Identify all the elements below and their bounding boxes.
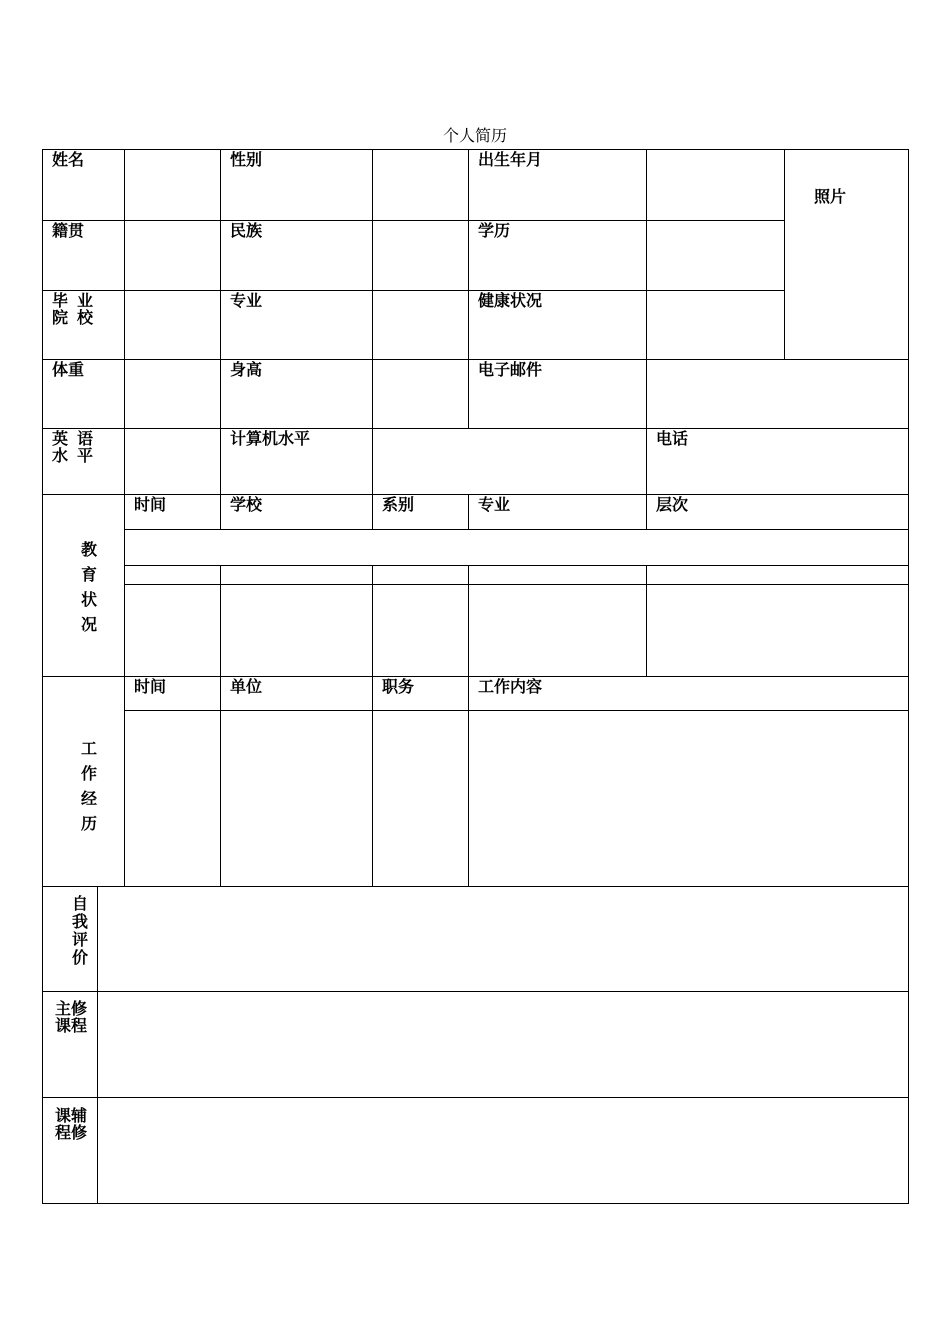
col-line-photo [784,149,785,360]
work-v2 [372,676,373,887]
border-bottom [42,1203,909,1204]
label-weight: 体重 [52,360,85,379]
row-line-5 [42,494,909,495]
col-line-b [220,149,221,495]
label-major: 专业 [230,291,263,310]
work-col-content: 工作内容 [478,677,543,696]
work-v3 [468,676,469,887]
row-line-1 [42,220,785,221]
edu-col-major: 专业 [478,495,511,514]
label-minor-courses: 课辅程修 [55,1106,88,1142]
work-line-bottom [42,886,909,887]
work-line-1 [124,710,909,711]
edu-v2a [372,494,373,530]
edu-line-1 [124,529,909,530]
work-v0 [124,676,125,887]
edu-col-department: 系别 [382,495,415,514]
main-line-bottom [42,1097,909,1098]
edu-col-time: 时间 [134,495,167,514]
edu-v4a [646,494,647,530]
section-education-label: 教育状况 [80,540,97,634]
label-native-place: 籍贯 [52,221,85,240]
edu-v0 [124,494,125,677]
label-computer-level: 计算机水平 [230,429,311,448]
col-line-a [124,149,125,495]
edu-line-2 [124,565,909,566]
label-height: 身高 [230,360,263,379]
work-col-employer: 单位 [230,677,263,696]
edu-v3a [468,494,469,530]
row-line-2 [42,290,785,291]
work-col-position: 职务 [382,677,415,696]
work-col-time: 时间 [134,677,167,696]
col-line-c [372,149,373,495]
col-line-e [646,149,647,495]
label-gender: 性别 [230,150,263,169]
row-line-4 [42,428,909,429]
section-work-label: 工作经历 [80,739,97,833]
label-phone: 电话 [656,429,689,448]
edu-v4b [646,565,647,677]
eval-line-bottom [42,991,909,992]
col-line-d [468,149,469,429]
row-line-3 [42,359,909,360]
edu-v2b [372,565,373,677]
edu-line-3 [124,584,909,585]
edu-v1b [220,565,221,677]
edu-v1a [220,494,221,530]
label-self-evaluation: 自我评价 [71,894,88,967]
label-ethnicity: 民族 [230,221,263,240]
page-title: 个人简历 [442,126,507,145]
bottom-label-divider [97,886,98,1204]
label-school-graduated: 毕业院校 [52,291,103,327]
label-education-level: 学历 [478,221,511,240]
edu-col-level: 层次 [656,495,689,514]
edu-line-bottom [42,676,909,677]
label-email: 电子邮件 [478,360,543,379]
label-main-courses: 主修课程 [55,999,88,1035]
label-photo: 照片 [814,187,847,206]
border-top [42,149,909,150]
label-health: 健康状况 [478,291,543,310]
edu-v3b [468,565,469,677]
label-birth: 出生年月 [478,150,543,169]
edu-col-school: 学校 [230,495,263,514]
work-v1 [220,676,221,887]
label-english-level: 英语水平 [52,429,103,465]
label-name: 姓名 [52,150,85,169]
